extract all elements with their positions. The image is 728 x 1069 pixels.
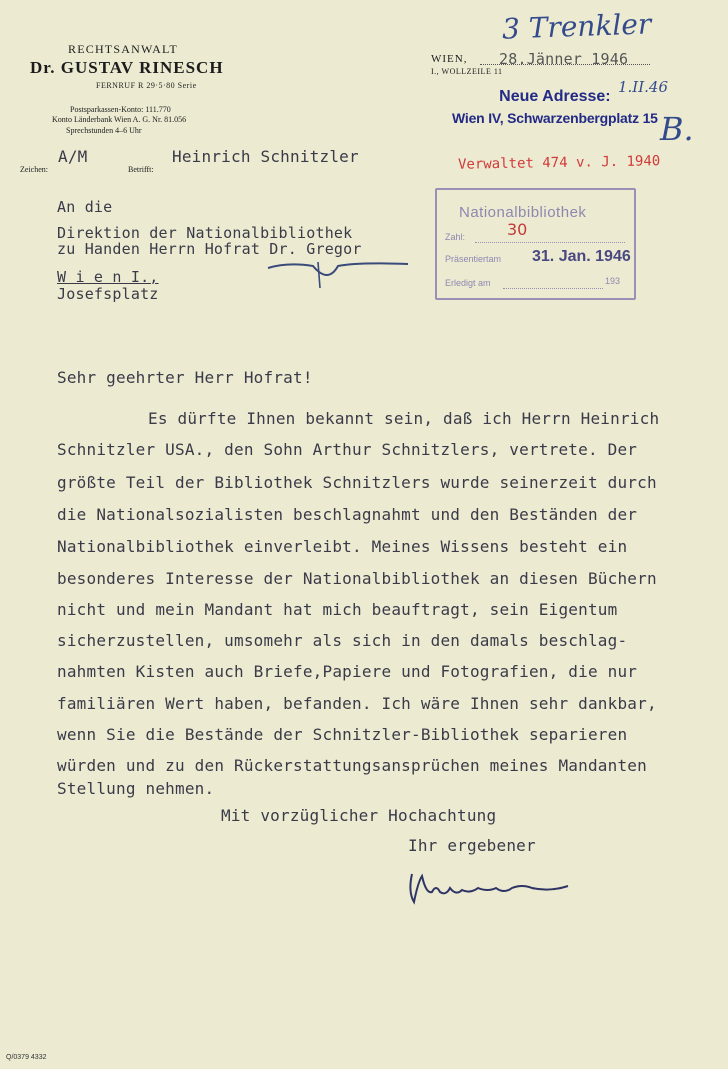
- betrifft-label: Betrifft:: [128, 165, 154, 174]
- letter-date: 28.Jänner 1946: [499, 50, 629, 68]
- stamp-zahl-line: [475, 242, 625, 243]
- stamp-title: Nationalbibliothek: [459, 204, 587, 221]
- letterhead-name: Dr. GUSTAV RINESCH: [30, 58, 224, 77]
- salutation: Sehr geehrter Herr Hofrat!: [57, 368, 313, 387]
- stamp-erledigt-label: Erledigt am: [445, 278, 491, 288]
- date-dotted-line: [480, 64, 650, 65]
- closing: Mit vorzüglicher Hochachtung: [221, 806, 497, 825]
- letterhead-postsparkasse: Postsparkassen-Konto: 111.770: [70, 105, 171, 114]
- stamp-praes-label: Präsentiertam: [445, 254, 502, 264]
- handwritten-name: 3 Trenkler: [501, 7, 652, 46]
- subject-value: Heinrich Schnitzler: [172, 147, 359, 166]
- handwritten-red-note: Verwaltet 474 v. J. 1940: [457, 153, 661, 173]
- stamp-year-suffix: 193: [605, 276, 621, 286]
- closing-2: Ihr ergebener: [408, 836, 536, 855]
- body-line-13: Stellung nehmen.: [57, 779, 215, 798]
- body-line-7: nicht und mein Mandant hat mich beauftragt, sein Eigentum: [57, 600, 618, 619]
- new-address-text: Wien IV, Schwarzenbergplatz 15: [452, 110, 658, 126]
- body-line-5: Nationalbibliothek einverleibt. Meines Wissens besteht ein: [57, 537, 628, 556]
- recipient-line-2: Direktion der Nationalbibliothek: [57, 224, 353, 242]
- signature: [400, 862, 580, 912]
- stamp-zahl-value: 30: [507, 220, 528, 239]
- body-line-3: größte Teil der Bibliothek Schnitzlers wurde seinerzeit durch: [57, 473, 657, 492]
- zeichen-label: Zeichen:: [20, 165, 48, 174]
- body-line-8: sicherzustellen, umsomehr als sich in den damals beschlag-: [57, 631, 628, 650]
- body-line-10: familiären Wert haben, befanden. Ich wäre Ihnen sehr dankbar,: [57, 694, 657, 713]
- handwritten-initial: B.: [660, 110, 694, 148]
- place-label: WIEN,: [431, 53, 468, 65]
- handwritten-date: 1.II.46: [618, 78, 669, 96]
- recipient-line-1: An die: [57, 198, 113, 216]
- handwritten-strike-mark: [258, 254, 418, 294]
- letterhead-title: RECHTSANWALT: [68, 42, 178, 56]
- stamp-received-date: 31. Jan. 1946: [532, 248, 631, 265]
- reference-value: A/M: [58, 147, 88, 166]
- footer-code: Q/0379 4332: [6, 1054, 47, 1061]
- body-line-11: wenn Sie die Bestände der Schnitzler-Bibliothek separieren: [57, 725, 628, 744]
- new-address-heading: Neue Adresse:: [499, 88, 611, 105]
- letterhead-office-hours: Sprechstunden 4–6 Uhr: [66, 126, 142, 135]
- body-line-12: würden und zu den Rückerstattungsansprüchen meines Mandanten: [57, 756, 647, 775]
- body-line-2: Schnitzler USA., den Sohn Arthur Schnitzlers, vertrete. Der: [57, 440, 638, 459]
- recipient-line-5: Josefsplatz: [57, 285, 159, 303]
- stamp-erledigt-line: [503, 288, 603, 289]
- recipient-line-3: zu Handen Herrn Hofrat Dr. Gregor: [57, 240, 362, 258]
- library-receipt-stamp: [435, 188, 636, 300]
- letterhead-phone: FERNRUF R 29·5·80 Serie: [96, 81, 197, 90]
- stamp-zahl-label: Zahl:: [445, 232, 466, 242]
- street-address: I., WOLLZEILE 11: [431, 67, 503, 76]
- body-line-1: Es dürfte Ihnen bekannt sein, daß ich Herrn Heinrich: [148, 409, 660, 428]
- recipient-line-4: W i e n I.,: [57, 268, 159, 286]
- body-line-6: besonderes Interesse der Nationalbibliothek an diesen Büchern: [57, 569, 657, 588]
- body-line-9: nahmten Kisten auch Briefe,Papiere und Fotografien, die nur: [57, 662, 638, 681]
- letterhead-bank-account: Konto Länderbank Wien A. G. Nr. 81.056: [52, 115, 187, 124]
- body-line-4: die Nationalsozialisten beschlagnahmt und den Beständen der: [57, 505, 638, 524]
